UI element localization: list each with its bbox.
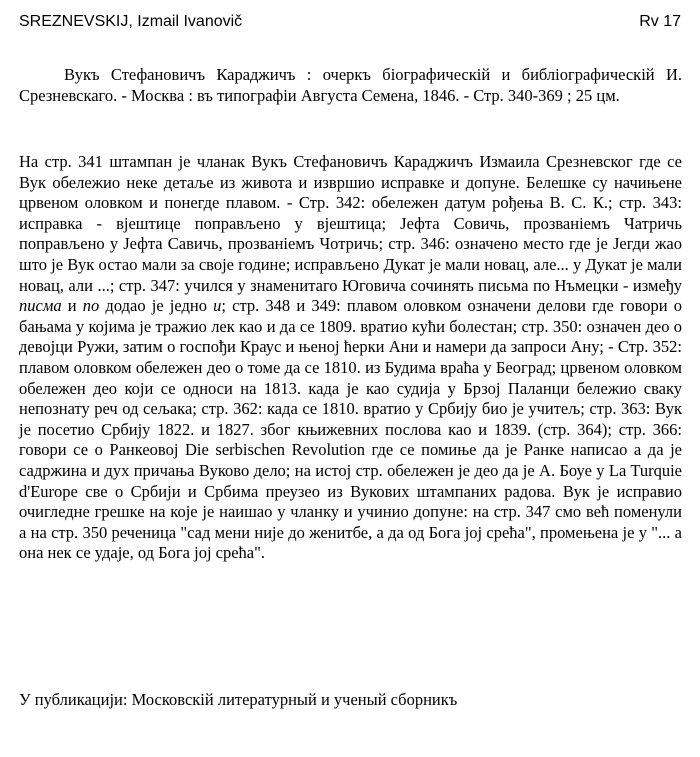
- description-text: додао је једно: [99, 296, 214, 316]
- description-italic-word: и: [213, 296, 222, 316]
- description-italic-word: писма: [19, 296, 62, 316]
- publication-note: У публикацији: Московскій литературный и ученый сборникъ: [19, 690, 458, 709]
- author-heading: SREZNEVSKIJ, Izmail Ivanovič: [19, 13, 243, 30]
- description-italic-word: по: [82, 296, 100, 316]
- annotation-description: [19, 152, 682, 564]
- shelf-signature: Rv 17: [639, 13, 681, 30]
- description-text: На стр. 341 штампан је чланак Вукъ Стефановичъ Караджичъ Измаила Срезневског где се Вук обележио неке детаље из живота и извршио исправке и допуне. Белешке су начињене црвеном оловком и понегде плавом. - Стр. 342: обележен датум рођења В. С. К.; стр. 343: исправка - вјештице поправљено у вјештица; Јефта Совичь, прозваніемъ Чатричь поправљено у Јефта Савичь, прозваніемъ Чотричь; стр. 346: означено место где је Јегди жао што је Вук остао мали за своје године; исправљено Дукат је мали новац, але... у Дукат је мали новац, али ...; стр. 347: учился у знаменитаго Юговича сочинять письма по Нъмецки - између: [19, 152, 682, 295]
- description-text: и: [61, 296, 83, 316]
- description-text: ; стр. 348 и 349: плавом оловком означени делови где говори о бањама у којима је тражио лек као и да се 1809. вратио кући болестан; стр. 350: означен део о девојци Ружи, затим о госпођи Краус и њеној ћерки Ани и намери да запроси Ану; - Стр. 352: плавом оловком обележен део о томе да се 1810. из Будима враћа у Београд; црвеном оловком обележен део који се односи на 1813. када је као судија у Брзој Паланци бележио сваку непознату реч од сељака; стр. 362: када се 1810. вратио у Србију био је учитељ; стр. 363: Вук је посетио Србију 1822. и 1827. због књижевних послова као и 1839. (стр. 364); стр. 366: говори се о Ранкеовој Die serbischen Revolution где се помиње да је Ранке написао а да је садржина и дух причања Вуково дело; на истој стр. обележен је део да је А. Боуе у La Turquie d'Europe све о Србији и Србима преузео из Вукових штампаних радова. Вук је исправио очигледне грешке на које је наишао у чланку и учинио допуне: на стр. 347 смо већ поменули а на стр. 350 реченица "сад мени није до женитбе, а да од Бога јој срећа", промењена је у "... а она нек се удаје, од Бога јој срећа".: [19, 296, 682, 563]
- bibliographic-citation: Вукъ Стефановичъ Караджичъ : очеркъ біографическій и библіографическій И. Срезневскаго. - Москва : въ типографіи Августа Семена, 1846. - Стр. 340-369 ; 25 цм.: [19, 65, 682, 105]
